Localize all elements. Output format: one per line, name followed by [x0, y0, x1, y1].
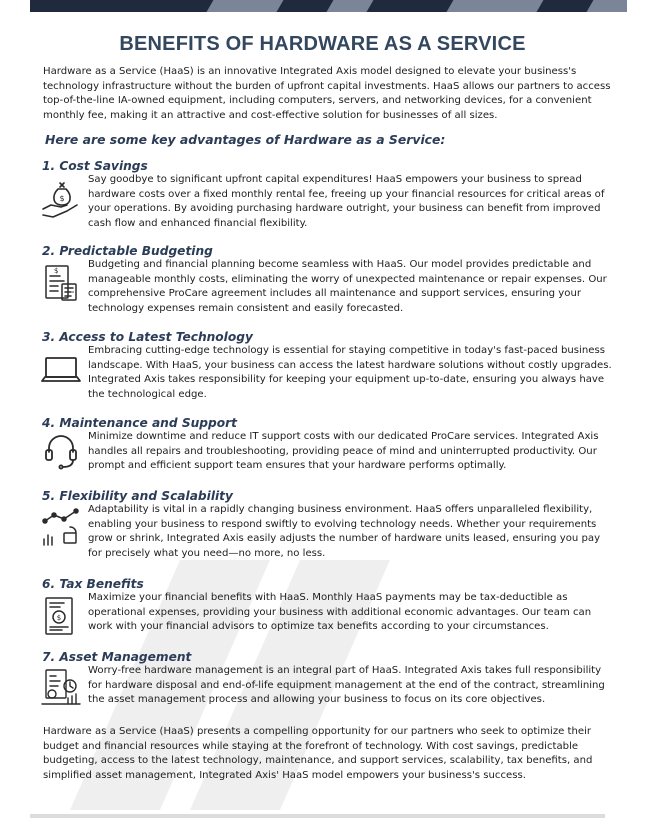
section-body: Minimize downtime and reduce IT support costs with our dedicated ProCare services. Integrated Axis handles all repairs and troubleshooting, providing peace of mind and uninterrupted productivity. Our prompt and efficient support team ensures that your hardware performs optimally. [88, 431, 599, 471]
headset-icon [40, 430, 82, 472]
svg-text:$: $ [59, 194, 65, 203]
section-body: Budgeting and financial planning become seamless with HaaS. Our model provides predictable and manageable monthly costs, eliminating the worry of unexpected maintenance or repair expenses. Our comprehensive ProCare agreement includes all maintenance and support services, ensuring your technology expenses remain consistent and easily forecasted. [88, 259, 607, 314]
tax-document-icon [40, 595, 82, 637]
section-title: 1. Cost Savings [42, 159, 148, 173]
section-body: Embracing cutting-edge technology is essential for staying competitive in today's fast-paced business landscape. With HaaS, your business can access the latest hardware solutions without costly upgrades. Integrated Axis takes responsibility for keeping your equipment up-to-date, ensuring you always have the technological edge. [88, 345, 612, 400]
hand-money-bag-icon [40, 179, 82, 221]
section-title: 7. Asset Management [42, 650, 192, 664]
budget-document-icon [40, 262, 82, 304]
intro-paragraph: Hardware as a Service (HaaS) is an innovative Integrated Axis model designed to elevate your business's technology infrastructure without the burden of upfront capital investments. HaaS allows our partners to access top-of-the-line IA-owned equipment, including computers, servers, and networking devices, for a convenient monthly fee, making it an attractive and cost-effective solution for businesses of all sizes. [43, 66, 611, 121]
closing-paragraph: Hardware as a Service (HaaS) presents a compelling opportunity for our partners who seek to optimize their budget and financial resources while staying at the forefront of technology. With cost savings, predictable budgeting, access to the latest technology, maintenance, and support services, scalability, tax benefits, and simplified asset management, Integrated Axis' HaaS model empowers your business's success. [43, 726, 593, 781]
svg-text:$: $ [54, 267, 59, 275]
section-title: 2. Predictable Budgeting [42, 244, 213, 258]
laptop-icon [40, 348, 82, 390]
banner-stripe [447, 0, 544, 12]
advantages-subheading: Here are some key advantages of Hardware as a Service: [45, 132, 446, 147]
section-body: Say goodbye to significant upfront capital expenditures! HaaS empowers your business to spread hardware costs over a fixed monthly rental fee, freeing up your financial resources for critical areas of your operations. By avoiding purchasing hardware outright, your business can benefit from improved cash flow and enhanced financial flexibility. [88, 174, 605, 229]
section-body: Adaptability is vital in a rapidly changing business environment. HaaS offers unparalleled flexibility, enabling your business to respond swiftly to evolving technology needs. Whether your requirements grow or shrink, Integrated Axis easily adjusts the number of hardware units leased, ensuring you pay for precisely what you need—no more, no less. [88, 504, 601, 559]
banner-stripe [207, 0, 284, 12]
section-title: 6. Tax Benefits [42, 577, 144, 591]
svg-text:$: $ [56, 614, 62, 622]
section-title: 5. Flexibility and Scalability [42, 489, 233, 503]
banner-stripe [587, 0, 627, 12]
asset-management-icon [40, 666, 82, 708]
section-body: Worry-free hardware management is an integral part of HaaS. Integrated Axis takes full responsibility for hardware disposal and end-of-life equipment management at the end of the contract, streamlining the asset management process and allowing your business to focus on its core objectives. [88, 665, 605, 705]
banner-stripe [327, 0, 374, 12]
footer-divider [30, 814, 605, 818]
header-banner [30, 0, 627, 12]
section-title: 3. Access to Latest Technology [42, 330, 253, 344]
growth-chart-icon [40, 507, 82, 549]
section-body: Maximize your financial benefits with HaaS. Monthly HaaS payments may be tax-deductible as operational expenses, providing your business with additional economic advantages. Our team can work with your financial advisors to optimize tax benefits according to your circumstances. [88, 592, 592, 632]
page-title: BENEFITS OF HARDWARE AS A SERVICE [119, 33, 526, 55]
section-title: 4. Maintenance and Support [42, 416, 237, 430]
